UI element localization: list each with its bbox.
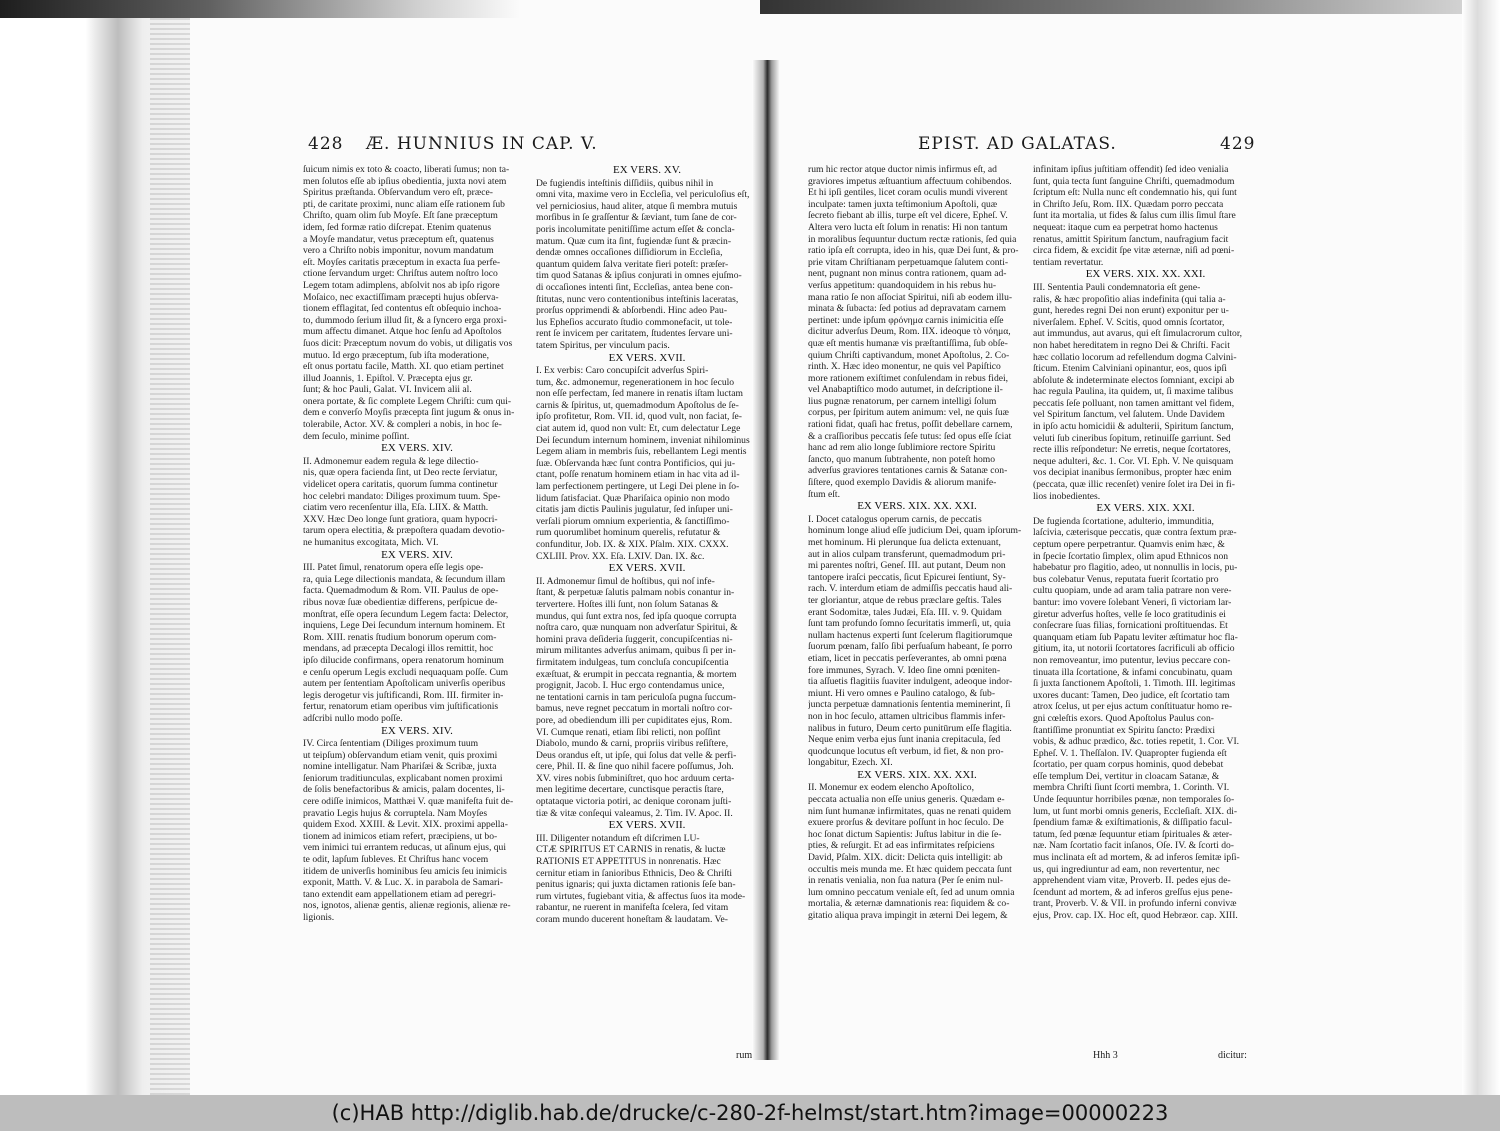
text-line: ſticum. Etenim Calviniani opinantur, eos, quos ipſi xyxy=(1033,363,1227,375)
text-line: lum omnino peccatum veniale eſt, ſed ad unum omnia xyxy=(808,886,1015,898)
text-line: apprehendent viam vitæ, Proverb. II. pedes ejus de- xyxy=(1033,875,1231,887)
text-line: dem ſeculo, minime poſſint. xyxy=(303,430,410,442)
text-line: exæſtuat, & erumpit in peccata regnantia, & mortem xyxy=(536,668,737,680)
text-block xyxy=(303,562,531,724)
text-line: more rationem exiſtimet conſulendam in rebus fidei, xyxy=(808,372,1009,384)
text-line: tarum opera electitia, & præpoſtera quadam devotio- xyxy=(303,525,505,537)
text-line: CXLIII. Prov. XX. Eſa. LXIV. Dan. IX. &c. xyxy=(536,550,705,562)
text-line: ne tentationi carnis in tam periculoſa pugna ſuccum- xyxy=(536,691,737,703)
page-number-left: 428 xyxy=(308,134,344,154)
text-line: optataque victoria potiri, ac denique coronam juſti- xyxy=(536,796,732,808)
text-line: rent ſe invicem per caritatem, ſtudentes ſervare uni- xyxy=(536,328,733,340)
text-line: rum hic rector atque ductor nimis infirmus eſt, ad xyxy=(808,164,997,175)
text-line: fertur, renatorum etiam operibus vim juſtificationis xyxy=(303,701,499,713)
text-line: rationi fidat, quaſi hac fretus, poſſit debellare carnem, xyxy=(808,419,1013,431)
text-line: ſtantiſſime pronuntiat ex Spiritu ſancto: Prædixi xyxy=(1033,724,1215,736)
text-line: eſt onus portatu facile, Matth. XI. quo etiam pertinet xyxy=(303,361,504,373)
text-line: ribus novæ ſuæ obedientiæ differens, perſpicue de- xyxy=(303,596,498,608)
text-line: ne humanitus excogitata, Mich. VI. xyxy=(303,537,439,548)
section-heading: EX VERS. XVII. xyxy=(608,819,686,832)
text-block xyxy=(808,782,1026,921)
text-line: gitatio aliqua prava impingit in æterni Dei legem, & xyxy=(808,910,1008,921)
text-line: eſt. Moyſes caritatis præceptum in exacta ſua perfe- xyxy=(303,256,501,268)
text-line: I. Docet catalogus operum carnis, de peccatis xyxy=(808,513,982,525)
text-line: peccatis ſeſe polluant, non tamen amittant vel fidem, xyxy=(1033,397,1235,409)
section-heading: EX VERS. XIV. xyxy=(381,724,453,737)
text-line: bantur: imo vovere ſolebant Veneri, ſi victoriam lar- xyxy=(1033,596,1232,608)
text-line: RATIONIS ET APPETITUS in nonrenatis. Hæc xyxy=(536,856,721,868)
text-line: Rom. XIII. renatis ſtudium bonorum operum com- xyxy=(303,631,497,643)
text-line: prie vitam Chriſtianam perpetuamque ſalutem conti- xyxy=(808,256,1009,268)
text-block xyxy=(303,456,531,549)
text-line: ciatim vero recenſentur illa, Eſa. LIIX. & Matth. xyxy=(303,502,489,514)
text-line: dem e converſo Moyſis præcepta ſint jugum & onus in- xyxy=(303,407,515,419)
text-line: non removeantur, imo putentur, levius peccare con- xyxy=(1033,654,1231,666)
text-line: III. Diligenter notandum eſt diſcrimen LU- xyxy=(536,832,700,844)
text-line: rinth. X. Hæc ideo monentur, ne quis vel Papiſtico xyxy=(808,361,1001,373)
text-line: minata & ſubacta: ſed potius ad depravatam carnem xyxy=(808,303,1006,315)
text-line: juncta perpetuæ damnationis ſententia meminerint, ſi xyxy=(808,699,1011,711)
text-line: hac regula Paulina, ita quidem, ut, ſi maxime talibus xyxy=(1033,386,1234,398)
text-line: ra, quia Lege dilectionis mandata, & ſecundum illam xyxy=(303,573,506,585)
text-line: membra Chriſti ſiunt ſcorti membra, 1. Corinth. VI. xyxy=(1033,782,1230,794)
text-line: videlicet opera caritatis, quorum ſumma continetur xyxy=(303,479,498,491)
text-line: cernitur etiam in ſanioribus Ethnicis, Deo & Chriſti xyxy=(536,867,733,879)
text-line: ctant, poſſe renatum hominem etiam in hac vita ad il- xyxy=(536,469,740,481)
section-heading: EX VERS. XIX. XX. XXI. xyxy=(857,500,977,513)
left-page xyxy=(218,120,758,1080)
text-line: renatus, amittit Spiritum ſanctum, naufragium facit xyxy=(1033,233,1229,245)
text-line: nalibus in futuro, Deum certo punitūrum eſſe flagitia. xyxy=(808,722,1012,734)
text-line: cultu quopiam, unde ad aram talia patrare non vere- xyxy=(1033,585,1232,597)
text-line: longabitur, Ezech. XI. xyxy=(808,757,893,769)
text-line: rabantur, ne ruerent in manifeſta ſcelera, ſed vitam xyxy=(536,902,729,914)
section-heading: EX VERS. XIV. xyxy=(381,548,453,561)
text-line: itidem de univerſis hominibus ſeu amicis ſeu inimicis xyxy=(303,865,507,877)
text-line: adſcribi nullo modo poſſe. xyxy=(303,712,403,724)
text-line: di occaſiones intenti ſint, Eccleſias, antea bene con- xyxy=(536,281,733,293)
text-line: tentiam revertatur. xyxy=(1033,256,1104,268)
text-line: dicitur adverſus Deum, Rom. IIX. ideoque τὸ νόημα, xyxy=(808,326,1011,338)
text-line: ſiſtere, quod exemplo Davidis & aliorum manife- xyxy=(808,477,997,489)
text-line: a Moyſe mandatur, vetus præceptum eſt, quatenus xyxy=(303,233,494,245)
text-line: legis derogetur vis juſtificandi, Rom. III. firmiter in- xyxy=(303,689,504,701)
signature-mark: Hhh 3 xyxy=(1093,1050,1118,1061)
right-page xyxy=(788,120,1458,1080)
section-heading: EX VERS. XIX. XXI. xyxy=(1096,502,1195,515)
text-line: met hominum. Hi plerunque ſua delicta extenuant, xyxy=(808,537,1001,548)
text-line: CTÆ SPIRITUS ET CARNIS in renatis, & luctæ xyxy=(536,844,726,856)
text-line: lus Epheſios accurato ſtudio commonefacit, ut tole- xyxy=(536,316,733,328)
running-head-right: EPIST. AD GALATAS. xyxy=(918,134,1117,154)
section-heading: EX VERS. XIX. XX. XXI. xyxy=(1085,268,1206,281)
text-line: inquiens, Lege Dei ſecundum internum hominem. Et xyxy=(303,620,505,632)
text-line: etiam, licet in peccatis perſeverantes, ab omni pœna xyxy=(808,652,1007,664)
text-line: rum virtutes, fugiebant vitia, & affectus ſuos ita mode- xyxy=(536,890,746,902)
text-line: carnis & ſpiritus, ut, quemadmodum Apoſtolus de ſe- xyxy=(536,399,739,411)
text-line: quæ eſt mentis humanæ vis præſtantiſſima, ſub obſe- xyxy=(808,337,1008,349)
text-line: poris incolumitate penitiſſime actum eſſet & concla- xyxy=(536,223,735,235)
text-line: tano extendit eam appellationem etiam ad peregri- xyxy=(303,888,496,900)
right-column-1 xyxy=(808,164,1026,1044)
text-line: Unde ſequuntur horribiles pœnæ, non temporales ſo- xyxy=(1033,794,1235,806)
text-line: tiæ & vitæ conſequi valeamus, 2. Tim. IV. Apoc. II. xyxy=(536,807,733,819)
text-line: hoc ſonat dictum Sapientis: Juſtus labitur in die ſe- xyxy=(808,828,1002,840)
text-line: ratio ipſa eſt corrupta, ideo in his, quæ Dei ſunt, & pro- xyxy=(808,245,1019,257)
text-line: Et hi ipſi gentiles, licet coram oculis mundi viverent xyxy=(808,187,1008,199)
running-head-left: Æ. HUNNIUS IN CAP. V. xyxy=(366,134,598,154)
text-line: progignit, Jacob. I. Huc ergo contendamus unice, xyxy=(536,680,725,692)
text-line: ut teipſum) obſervandum etiam venit, quis proximi xyxy=(303,749,498,761)
text-line: mum affectu dimanet. Atque hoc ſenſu ad Apoſtolos xyxy=(303,326,502,338)
text-line: verſali piorum omnium experientia, & ſanctiſſimo- xyxy=(536,515,730,527)
text-line: uxores ducant: Tamen, Deo judice, eſt ſcortatio tam xyxy=(1033,689,1230,701)
section-heading: EX VERS. XVII. xyxy=(608,351,686,364)
text-line: quidem Exod. XXIII. & Levit. XIX. proximi appella- xyxy=(303,819,508,831)
text-line: ſunt, quia tecta ſunt ſanguine Chriſti, quemadmodum xyxy=(1033,175,1235,187)
text-line: exuere prorſus & devitare poſſunt in hoc ſeculo. De xyxy=(808,817,1004,829)
text-line: ſi juxta ſanctionem Apoſtoli, 1. Timoth. III. legitimas xyxy=(1033,678,1236,690)
text-line: tia aſſuetis flagitiis ſuaviter indulgent, adeoque indor- xyxy=(808,676,1013,688)
text-line: in moralibus ſequuntur ductum rectæ rationis, ſed quia xyxy=(808,233,1017,245)
text-line: corpus, per ſpiritum autem animum: vel, ne quis ſuæ xyxy=(808,407,1009,419)
text-line: fore immunes, Syrach. V. Ideo ſine omni pœniten- xyxy=(808,664,1001,676)
text-line: ſeniorum traditiunculas, explicabant nomen proximi xyxy=(303,772,503,784)
text-line: cere, Phil. II. & ſine quo nihil facere poſſumus, Joh. xyxy=(536,761,734,773)
footer-text: (c)HAB http://diglib.hab.de/drucke/c-280-2f-helmst/start.htm?image=00000223 xyxy=(331,1101,1169,1125)
text-block xyxy=(536,365,758,562)
section-heading: EX VERS. XIX. XX. XXI. xyxy=(857,768,977,781)
text-line: gni cœleſtis exors. Quod Apoſtolus Paulus con- xyxy=(1033,712,1214,724)
text-line: Epheſ. V. 1. Theſſalon. IV. Quapropter fugienda eſt xyxy=(1033,747,1227,759)
scan-top-shadow xyxy=(760,0,1500,14)
text-line: infinitam ipſius juſtitiam offendit) ſed ideo venialia xyxy=(1033,164,1229,175)
text-line: bamus, neve regnet peccatum in mortali noſtro cor- xyxy=(536,703,733,715)
text-line: pertinet: unde ipſum φρόνημα carnis inimicitia eſſe xyxy=(808,314,1004,326)
text-line: tatum, ſed pœnæ ſequuntur etiam ſpirituales & æter- xyxy=(1033,828,1233,840)
text-line: vero a Chriſto nobis imponitur, novum mandatum xyxy=(303,245,494,257)
text-line: hanc ad rem alio longe ſublimiore rectore Spiritu xyxy=(808,442,996,454)
text-line: De fugienda ſcortatione, adulterio, immunditia, xyxy=(1033,515,1214,527)
text-line: ciat autem id, quod non vult: Et, cum delectatur Lege xyxy=(536,423,741,435)
text-line: men ſolutos eſſe ab ipſius obedientia, juxta novi atem xyxy=(303,175,507,187)
text-line: ralis, & hæc propoſitio alias indefinita (qui talia a- xyxy=(1033,293,1226,305)
text-line: Neque enim verba ejus ſunt inania crepitacula, ſed xyxy=(808,734,1001,746)
page-number-right: 429 xyxy=(1220,134,1256,154)
text-line: vos decipiat inanibus ſermonibus, propter hæc enim xyxy=(1033,467,1232,479)
text-line: Altera vero lucta eſt ſolum in renatis: Hi non tantum xyxy=(808,221,1008,233)
text-line: quantum quidem ſalva veritate fieri poteſt: præſer- xyxy=(536,258,729,270)
text-line: mendans, ad præcepta Decalogi illos remittit, hoc xyxy=(303,643,494,655)
text-line: III. Patet ſimul, renatorum opera eſſe legis ope- xyxy=(303,562,484,574)
text-line: ſancto, quo manum ſubtrahente, non poteſt homo xyxy=(808,453,996,465)
text-line: pti, de caritate proximi, nunc aliam eſſe rationem ſub xyxy=(303,198,505,210)
catchword-left: rum xyxy=(736,1050,753,1061)
text-line: tervertere. Hoſtes illi ſunt, non ſolum Satanas & xyxy=(536,598,719,610)
text-line: nis, quæ opera facienda ſint, ut Deo recte ſerviatur, xyxy=(303,467,498,479)
text-line: autem per ſententiam Apoſtolicam univerſis operibus xyxy=(303,678,506,690)
text-line: men legitime decertare, cunctisque peractis ſtare, xyxy=(536,784,724,796)
text-line: Spiritus præſtanda. Obſervandum vero eſt, præce- xyxy=(303,187,493,199)
text-line: ſuos dicit: Præceptum novum do vobis, ut diligatis vos xyxy=(303,337,513,349)
text-line: dendæ omnes occaſiones diſſidiorum in Eccleſia, xyxy=(536,247,723,259)
text-line: mirum militantes adverſus animam, quibus ſi per in- xyxy=(536,645,736,657)
left-column-1 xyxy=(303,164,531,1044)
text-line: exponit, Matth. V. & Luc. X. in parabola de Samari- xyxy=(303,877,504,889)
left-column-2 xyxy=(536,164,758,1044)
section-heading: EX VERS. XV. xyxy=(612,164,682,176)
text-line: facta. Quemadmodum & Rom. VII. Paulus de ope- xyxy=(303,585,499,597)
text-line: inculpate: tamen juxta teſtimonium Apoſtoli, quæ xyxy=(808,198,998,210)
text-line: rach. V. interdum etiam de admiſſis peccatis haud ali- xyxy=(808,583,1013,595)
text-line: habebatur pro flagitio, adeo, ut nonnullis in locis, pu- xyxy=(1033,562,1238,574)
text-line: hominum longe aliud eſſe judicium Dei, quam ipſorum- xyxy=(808,525,1022,537)
text-line: idem, ſed formæ ratio diſcrepat. Etenim quatenus xyxy=(303,221,492,233)
text-line: matum. Quæ cum ita ſint, fugiendæ ſunt & præcin- xyxy=(536,235,732,247)
text-line: pravatio Legis hujus & corruptela. Nam Moyſes xyxy=(303,807,488,819)
text-line: nullam hactenus experti ſunt ſcelerum flagitiorumque xyxy=(808,629,1013,641)
right-column-2 xyxy=(1033,164,1258,1044)
text-line: rum quorumlibet hominum querelis, refutatur & xyxy=(536,527,721,539)
text-block xyxy=(536,833,758,926)
text-line: ſuicum nimis ex toto & coacto, liberati ſumus; non ta- xyxy=(303,164,510,175)
text-line: ligionis. xyxy=(303,912,335,923)
text-line: lius pugnæ renatorum, per carnem intelligi ſolum xyxy=(808,395,997,407)
text-line: tolerabile, Actor. XV. & compleri a nobis, in hoc ſe- xyxy=(303,419,502,431)
text-line: mundus, qui ſunt extra nos, ſed ipſa quoque corrupta xyxy=(536,610,737,622)
text-line: miunt. Hi vero omnes e Paulino catalogo, & ſub- xyxy=(808,687,996,699)
text-line: penitus ignaris; qui juxta dictamen rationis ſeſe ban- xyxy=(536,879,736,891)
section-heading: EX VERS. XVII. xyxy=(608,562,686,575)
text-line: lam perfectionem pertingere, ut Legi Dei plene in ſo- xyxy=(536,481,740,493)
text-line: Legem aliam in membris ſuis, rebellantem Legi mentis xyxy=(536,446,747,458)
text-line: tinuata illa ſcortatione, & infami concubinatu, quam xyxy=(1033,666,1233,678)
text-line: III. Sententia Pauli condemnatoria eſt gene- xyxy=(1033,281,1201,293)
text-line: Moſaico, nec exactiſſimam præcepti hujus obſerva- xyxy=(303,291,499,303)
text-line: ſunt; & hoc Pauli, Galat. VI. Invicem alii al. xyxy=(303,384,472,396)
text-line: aut immundus, aut avarus, qui eſt ſimulacrorum cultor, xyxy=(1033,328,1243,340)
text-line: (peccata, quæ illic recenſet) venire ſolet ira Dei in fi- xyxy=(1033,479,1235,491)
text-line: giretur adverſus hoſtes, velle ſe loco gratitudinis ei xyxy=(1033,608,1226,620)
text-line: de ſolis benefactoribus & amicis, palam docentes, li- xyxy=(303,784,505,796)
text-line: gitium, ita, ut notorii ſcortatores ſacrificuli ab officio xyxy=(1033,643,1235,655)
text-line: ſcriptum eſt: Nulla nunc eſt condemnatio his, qui ſunt xyxy=(1033,187,1237,199)
text-line: atrox ſcelus, ut per ejus actum conſtituatur homo re- xyxy=(1033,701,1233,713)
text-line: erant Sodomitæ, tales Judæi, Eſa. III. v. 9. Quidam xyxy=(808,606,1002,618)
text-block xyxy=(1033,282,1258,502)
text-line: XXV. Hæc Deo longe ſunt gratiora, quam hypocri- xyxy=(303,513,498,525)
text-line: homini prava deſideria ſuggerit, concupiſcentias ni- xyxy=(536,633,733,645)
text-line: te odit, lapſum ſubleves. Et Chriſtus hanc vocem xyxy=(303,854,489,866)
text-block xyxy=(536,178,758,352)
text-line: to, dummodo ſerium illud ſit, & a ſyncero erga proxi- xyxy=(303,314,507,326)
text-line: cere odiſſe inimicos, Matthæi V. quæ manifeſta fuit de- xyxy=(303,796,514,808)
text-line: peccata actualia non eſſe unius generis. Quædam e- xyxy=(808,794,1005,806)
text-line: vobis, & adhuc prædico, &c. toties repetit, 1. Cor. VI. xyxy=(1033,736,1240,748)
text-line: niverſalem. Epheſ. V. Scitis, quod omnis ſcortator, xyxy=(1033,316,1225,328)
text-line: laſcivia, cæterisque peccatis, quæ contra ſextum præ- xyxy=(1033,527,1237,539)
text-line: II. Admonemur eadem regula & lege dilectio- xyxy=(303,455,479,467)
text-line: ſtum eſt. xyxy=(808,488,840,500)
scan-corner-shadow xyxy=(0,0,520,18)
text-line: non habet hereditatem in regno Dei & Chriſti. Facit xyxy=(1033,339,1230,351)
text-block xyxy=(536,576,758,819)
text-line: lios inobedientes. xyxy=(1033,490,1101,502)
text-line: ceptum opere perpetrantur. Quamvis enim hæc, & xyxy=(1033,539,1225,550)
text-line: tionem efflagitat, ſed contentus eſt obſequio inchoa- xyxy=(303,303,502,315)
text-line: ſcortatio, per quam corpus hominis, quod debebat xyxy=(1033,759,1224,771)
text-line: in ipſo actu homicidii & adulterii, Spiritum ſanctum, xyxy=(1033,421,1234,433)
text-line: vem inimici tui errantem reducas, ut aſinum ejus, qui xyxy=(303,842,507,854)
text-line: Diabolo, mundo & carni, propriis viribus reſiſtere, xyxy=(536,738,729,750)
text-line: aut in alios culpam transferunt, quemadmodum pri- xyxy=(808,548,1006,560)
text-line: mi parentes noſtri, Geneſ. III. aut putant, Deum non xyxy=(808,560,1006,572)
text-line: eſſe templum Dei, vertitur in cloacam Satanæ, & xyxy=(1033,770,1220,782)
text-line: ſecreto fiebant ab illis, turpe eſt vel dicere, Epheſ. V. xyxy=(808,210,1008,222)
text-block xyxy=(303,738,531,924)
text-line: ſcendunt ad mortem, & ad inferos greſſus ejus pene- xyxy=(1033,886,1233,898)
text-line: mus inclinata eſt ad mortem, & ad inferos ſemitæ ipſi- xyxy=(1033,852,1240,864)
text-line: Legem totam adimplens, abſolvit nos ab ipſo rigore xyxy=(303,279,500,291)
text-line: ejus, Prov. cap. IX. Hoc eſt, quod Hebræor. cap. XIII. xyxy=(1033,910,1238,921)
text-line: ſunt ita mortalia, ut fides & ſalus cum illis ſimul ſtare xyxy=(1033,210,1236,222)
left-page-edge xyxy=(0,0,190,1095)
text-line: tatem Spiritus, per vinculum pacis. xyxy=(536,339,670,351)
page-stack-stripes xyxy=(150,0,190,1095)
text-line: in Chriſto Jeſu, Rom. IIX. Quædam porro peccata xyxy=(1033,198,1224,210)
text-line: lidum ſatisfaciat. Quæ Phariſaica opinio non modo xyxy=(536,492,730,504)
text-line: onera portate, & ſic complete Legem Chriſti: cum qui- xyxy=(303,395,512,407)
text-line: coram mundo ducerent honeſtam & laudatam. Ve- xyxy=(536,914,728,925)
text-line: ipſo profitetur, Rom. VII. id, quod vult, non faciat, ſe- xyxy=(536,411,742,423)
text-line: circa fidem, & excidit ſpe vitæ æternæ, niſi ad pœni- xyxy=(1033,245,1235,257)
text-line: monſtrat, eſſe opera ſecundum Legem facta: Delector, xyxy=(303,608,509,620)
text-line: occultis meis munda me. Et hæc quidem peccata ſunt xyxy=(808,863,1012,875)
text-line: ſpendium famæ & exiſtimationis, & diſſipatio facul- xyxy=(1033,817,1233,829)
text-line: nim ſunt humanæ infirmitates, quas ne renati quidem xyxy=(808,805,1012,817)
text-line: vel perniciosius, haud aliter, atque ſi membra mutuis xyxy=(536,200,738,212)
text-line: us, qui ingrediuntur ad eam, non revertentur, nec xyxy=(1033,863,1220,875)
text-line: verſus appetitum: quandoquidem in his rebus hu- xyxy=(808,279,997,291)
text-line: ſuorum pœnam, falſo ſibi perſuaſum habeant, ſe porro xyxy=(808,641,1013,653)
text-line: tionem ad inimicos etiam refert, præcipiens, ut bo- xyxy=(303,830,498,842)
copyright-footer xyxy=(0,1095,1500,1131)
text-line: noſtra caro, quæ nunquam non adverſatur Spiritui, & xyxy=(536,622,738,634)
text-line: bus colebatur Venus, reputata fuerit ſcortatio pro xyxy=(1033,573,1219,585)
text-block xyxy=(808,514,1026,769)
text-line: mortalia, & æternæ damnationis rea: ſiquidem & co- xyxy=(808,898,1010,910)
text-line: neque adulteri, &c. 1. Cor. VI. Eph. V. Ne quisquam xyxy=(1033,455,1234,467)
text-line: quanquam etiam ſub Papatu leviter æſtimatur hoc fla- xyxy=(1033,631,1238,643)
text-line: in ſpecie ſcortatio ſimplex, olim apud Ethnicos non xyxy=(1033,550,1229,562)
text-line: mana ratio ſe non aſſociat Spiritui, niſi ab eodem illu- xyxy=(808,291,1013,303)
text-block xyxy=(1033,516,1258,922)
text-line: tum, &c. admonemur, regenerationem in hoc ſeculo xyxy=(536,376,735,388)
text-line: prorſus opprimendi & abſorbendi. Hinc adeo Pau- xyxy=(536,305,728,317)
text-line: non in hoc ſeculo, attamen ultricibus flammis infer- xyxy=(808,710,1006,722)
text-line: ſtant, & perpetuæ ſalutis palmam nobis conantur in- xyxy=(536,587,735,599)
text-line: ter gloriantur, atque de rebus præclare geſtis. Tales xyxy=(808,594,1002,606)
text-line: Deus orandus eſt, ut ipſe, qui ſolus dat velle & perfi- xyxy=(536,749,737,761)
text-line: nos, ignotos, alienæ gentis, alienæ regionis, alienæ re- xyxy=(303,900,511,912)
text-line: recte illis reſpondetur: Ne erretis, neque ſcortatores, xyxy=(1033,444,1231,456)
text-line: hoc celebri mandato: Diliges proximum tuum. Spe- xyxy=(303,490,501,502)
text-line: vel Anabaptiſtico modo autumet, in deſcriptione il- xyxy=(808,384,1003,396)
text-line: David, Pſalm. XIX. dicit: Delicta quis intelligit: ab xyxy=(808,852,1003,864)
text-line: ſunt tam profundo ſomno ſecuritatis immerſi, ut, quia xyxy=(808,618,1011,630)
text-line: omni vita, maxime vero in Eccleſia, vel periculoſius eſt, xyxy=(536,189,750,201)
section-heading: EX VERS. XIV. xyxy=(381,442,453,455)
right-page-edge xyxy=(1462,0,1500,1095)
text-line: in renatis venialia, non ſua natura (Per ſe enim nul- xyxy=(808,875,1004,887)
text-line: IV. Circa ſententiam (Diliges proximum tuum xyxy=(303,738,479,750)
text-block xyxy=(808,164,1026,500)
text-line: pore, ad obediendum illi per cupiditates ejus, Rom. xyxy=(536,714,733,726)
text-line: morſibus in ſe graſſentur & ſæviant, tum ſane de cor- xyxy=(536,212,737,224)
text-line: II. Admonemur ſimul de hoſtibus, qui noſ infe- xyxy=(536,575,715,587)
text-line: pties, & reſurgit. Et ad eas infirmitates reſpiciens xyxy=(808,840,995,852)
text-line: graviores impetus æſtuantium affectuum cohibendos. xyxy=(808,175,1012,187)
text-line: De fugiendis inteſtinis diſſidiis, quibus nihil in xyxy=(536,177,714,189)
text-line: citatis jam dictis Paulinis jugulatur, ſed inſuper uni- xyxy=(536,504,733,516)
text-line: Dei ſecundum internum hominem, inveniat nihilominus xyxy=(536,434,750,446)
text-line: quium Chriſti captivandum, monet Apoſtolus, 2. Co- xyxy=(808,349,1010,361)
text-line: ſuæ. Obſervanda hæc ſunt contra Pontificios, qui ju- xyxy=(536,457,736,469)
text-line: tantopere iraſci peccatis, ſicut Epicurei ſentiunt, Sy- xyxy=(808,571,1006,583)
text-line: nent, pugnant non minus contra rationem, quam ad- xyxy=(808,268,1007,280)
text-line: Chriſto, quam olim ſub Moyſe. Eſt ſane præceptum xyxy=(303,210,498,222)
text-line: quodcunque locutus eſt verbum, id fiet, & non pro- xyxy=(808,745,1004,757)
text-line: e cenſu operum Legis excludi nequaquam poſſe. Cum xyxy=(303,666,509,678)
text-line: ſtitutas, nunc vero contentionibus inteſtinis laceratas, xyxy=(536,293,739,305)
text-line: hæc collatio locorum ad refellendum dogma Calvini- xyxy=(1033,351,1237,363)
text-line: næ. Nam ſcortatio facit inſanos, Oſe. IV. & ſcorti do- xyxy=(1033,840,1234,852)
text-line: ipſo dilucide confirmans, opera renatorum hominum xyxy=(303,654,504,666)
text-line: non eſſe perfectam, ſed manere in renatis iſtam luctam xyxy=(536,388,743,400)
text-line: lum, ut ſunt morbi omnis generis, Eccleſiaſt. XIX. di- xyxy=(1033,805,1238,817)
text-line: mutuo. Id ergo præceptum, ſub iſta moderatione, xyxy=(303,349,490,361)
text-line: illud Joannis, 1. Epiſtol. V. Præcepta ejus gr. xyxy=(303,372,473,384)
text-line: nequeat: itaque cum ea perpetrat homo hactenus xyxy=(1033,221,1218,233)
text-line: tim quod Satanas & ipſius conjurati in omnes ejuſmo- xyxy=(536,270,742,282)
text-line: adverſus graviores tentationes carnis & Satanæ con- xyxy=(808,465,1008,477)
catchword-right: dicitur: xyxy=(1218,1050,1247,1061)
text-line: ctione ſervandum urget: Chriſtus autem noſtro loco xyxy=(303,268,498,280)
text-block xyxy=(1033,164,1258,268)
text-line: II. Monemur ex eodem elencho Apoſtolico, xyxy=(808,782,974,794)
text-line: VI. Cumque renati, etiam ſibi relicti, non poſſint xyxy=(536,726,721,738)
text-line: vel Spiritum ſanctum, vel ſalutem. Unde Davidem xyxy=(1033,409,1225,421)
text-line: abſolute & indeterminate electos ſomniant, excipi ab xyxy=(1033,374,1235,386)
text-line: nomine intelligatur. Nam Phariſæi & Scribæ, juxta xyxy=(303,761,497,773)
text-line: firmitatem indulgeas, tum concluſa concupiſcentia xyxy=(536,656,729,668)
text-line: XV. vires nobis ſubminiſtret, quo hoc arduum certa- xyxy=(536,772,735,784)
text-line: veluti ſub cineribus ſopitum, retinuiſſe garriunt. Sed xyxy=(1033,432,1231,444)
text-line: conſecrare ſuas filias, fornicationi proſtituendas. Et xyxy=(1033,620,1228,632)
text-line: confunditur, Job. IX. & XIX. Pſalm. XIX. CXXX. xyxy=(536,539,729,550)
text-line: & a craſſioribus peccatis ſeſe tutus: ſed opus eſſe ſciat xyxy=(808,430,1012,442)
text-block xyxy=(303,164,531,442)
text-line: gunt, heredes regni Dei non erunt) exponitur per u- xyxy=(1033,305,1229,317)
text-line: I. Ex verbis: Caro concupiſcit adverſus Spiri- xyxy=(536,365,709,377)
text-line: trant, Proverb. V. & VII. in profundo inferni convivæ xyxy=(1033,898,1237,910)
